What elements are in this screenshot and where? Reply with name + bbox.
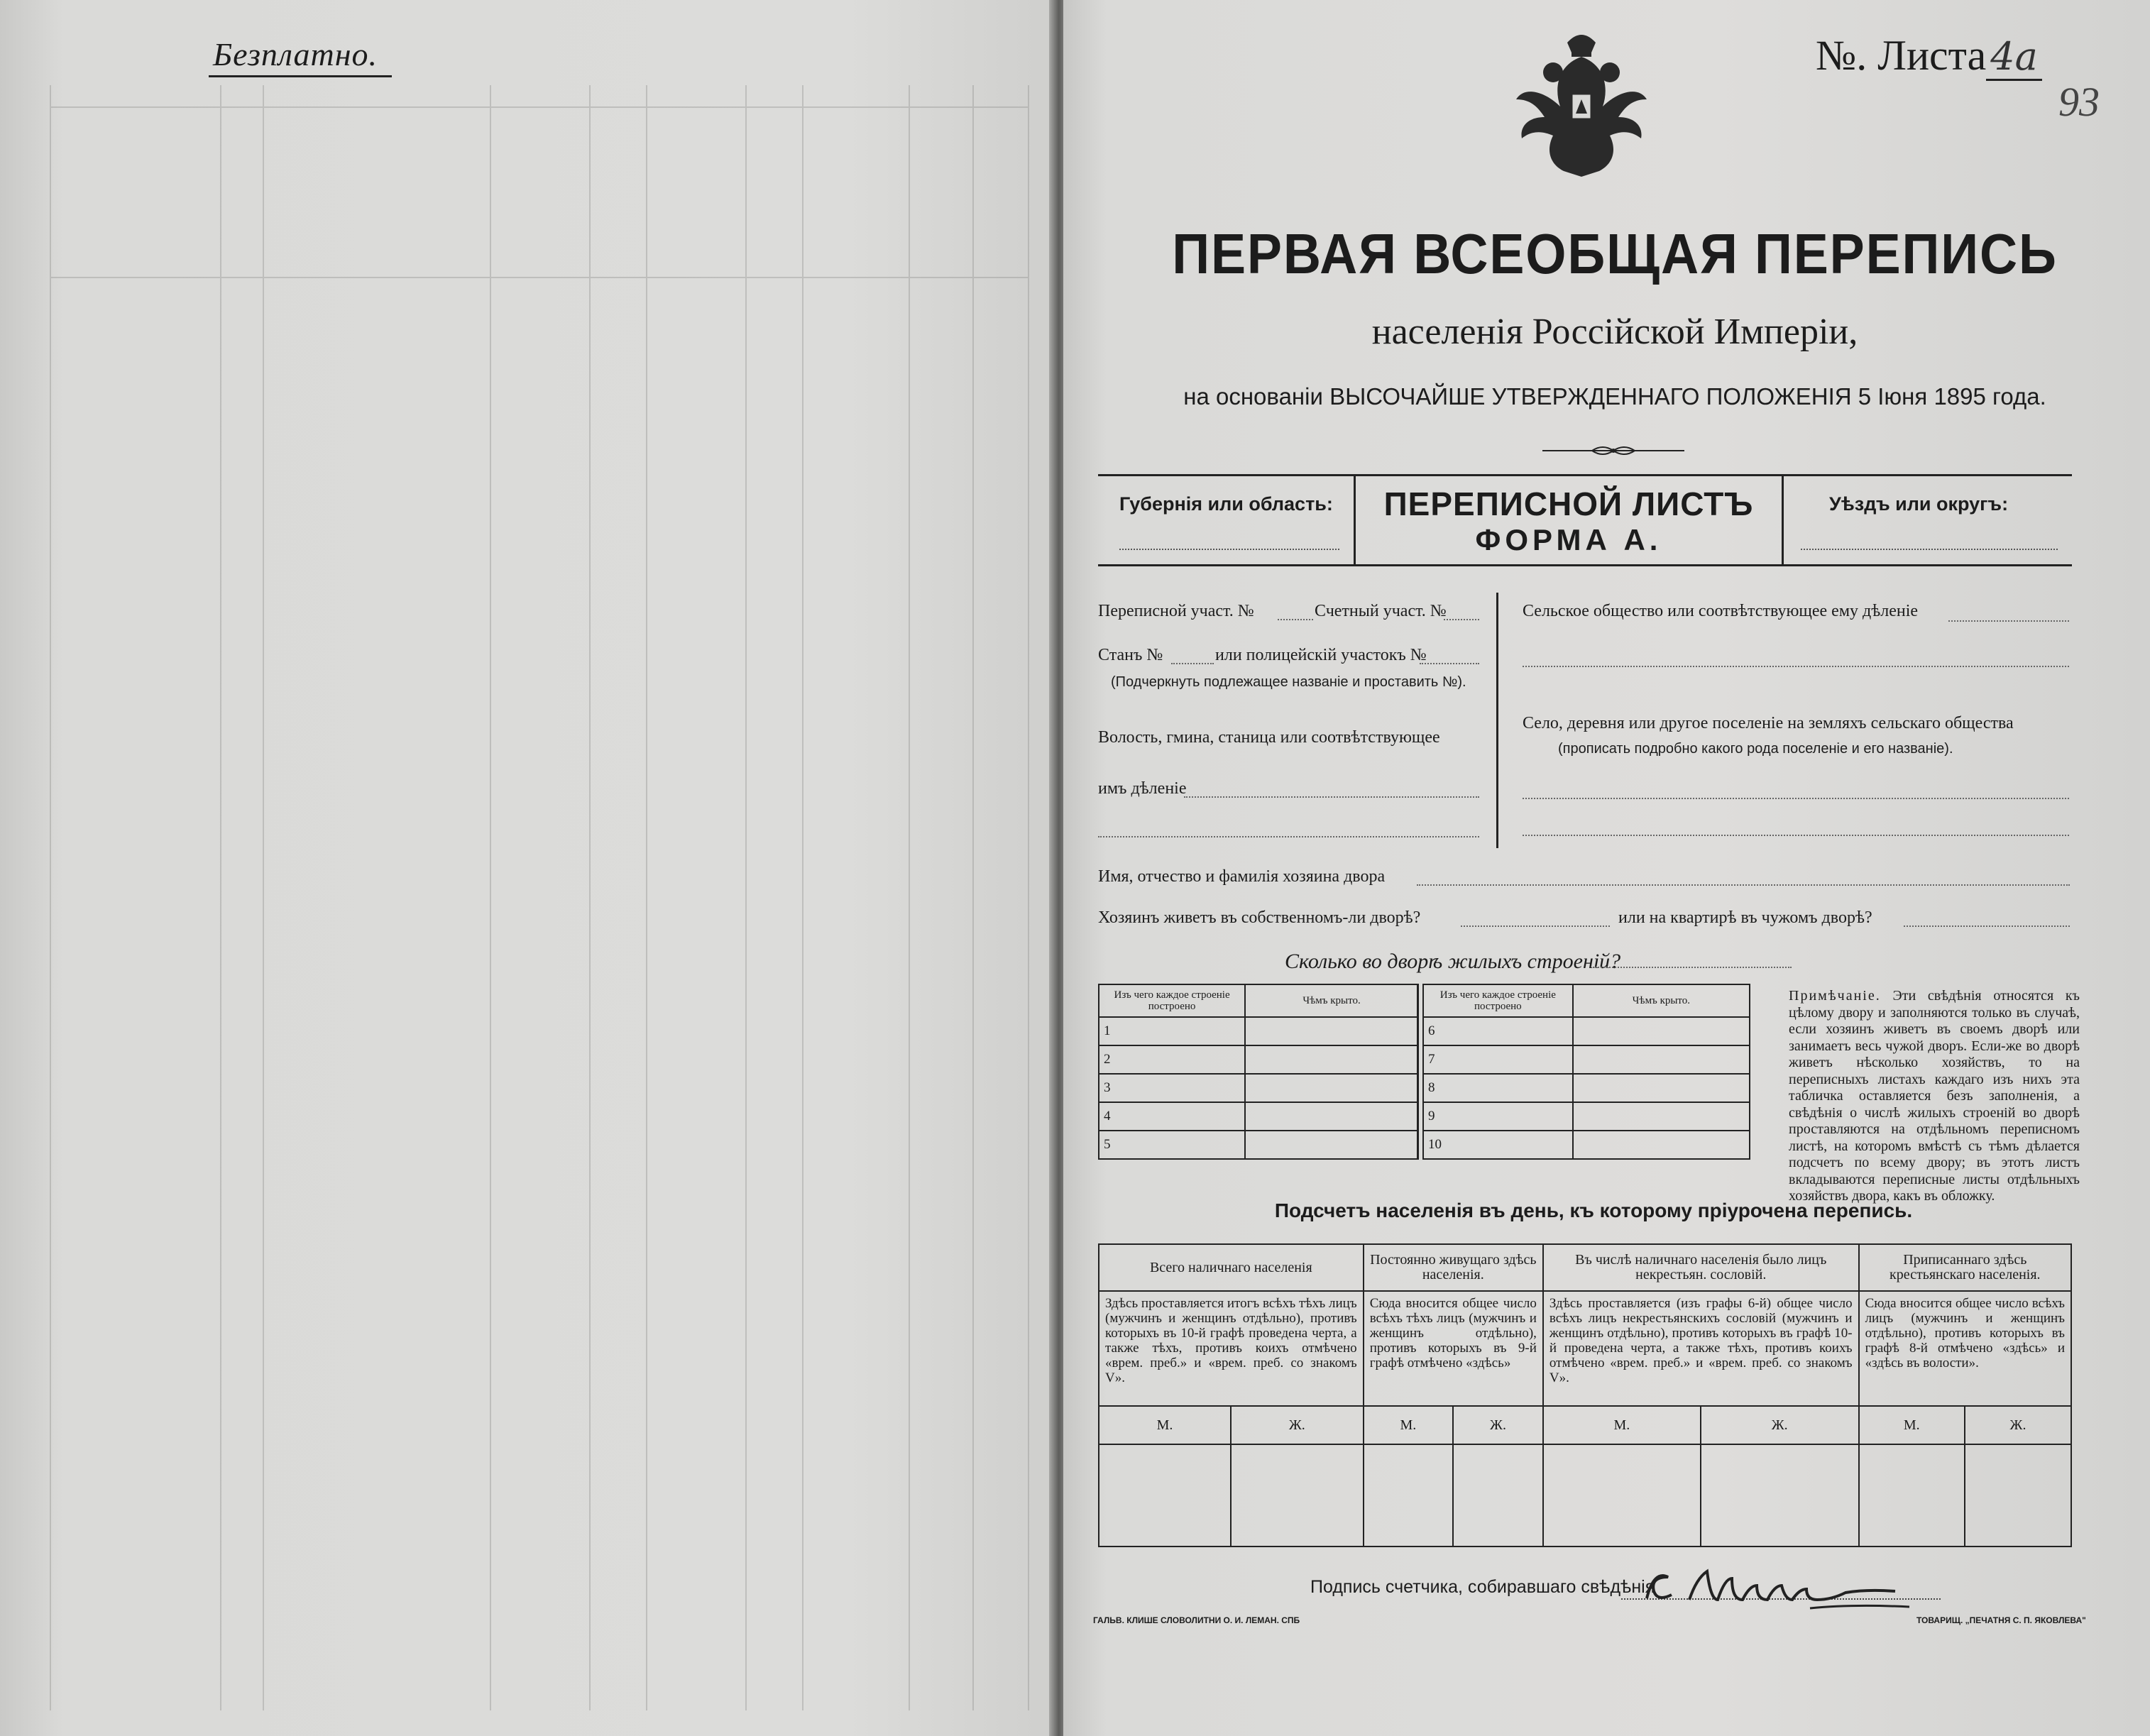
note-label: Примѣчаніе. bbox=[1789, 988, 1881, 1004]
stan-label: Станъ № bbox=[1098, 646, 1163, 664]
imprint-left: ГАЛЬВ. КЛИШЕ СЛОВОЛИТНИ О. И. ЛЕМАН. СПБ bbox=[1093, 1615, 1300, 1625]
population-count-title: Подсчетъ населенія въ день, къ которому пріурочена перепись. bbox=[1274, 1199, 1913, 1221]
precinct-label: Переписной участ. № bbox=[1098, 602, 1254, 620]
form-name: ФОРМА А. bbox=[1475, 523, 1662, 556]
col-head-non-peasant: Въ числѣ наличнаго населенія было лицъ некрестьян. сословій. bbox=[1543, 1244, 1859, 1291]
col-desc-permanent: Сюда вносится общее число всѣхъ тѣхъ лицъ (мужчинъ и женщинъ отдѣльно), противъ которыхъ въ 9-й графѣ отмѣчено «здѣсь» bbox=[1364, 1291, 1543, 1406]
roof-cell[interactable] bbox=[1245, 1074, 1418, 1102]
handwritten-signature bbox=[1633, 1556, 1931, 1620]
col-desc-total: Здѣсь проставляется итогъ всѣхъ тѣхъ лицъ (мужчинъ и женщинъ отдѣльно), противъ которыхъ въ 10-й графѣ проведена черта, а также тѣхъ, противъ коихъ отмѣчено «врем. преб.» и «врем. преб. со знакомъ V». bbox=[1099, 1291, 1364, 1406]
rented-fill[interactable] bbox=[1904, 925, 2070, 927]
form-subtitle: населенія Россійской Имперіи, bbox=[1371, 312, 1858, 352]
roof-cell[interactable] bbox=[1573, 1017, 1750, 1045]
table-row bbox=[1099, 1074, 1418, 1102]
buildings-note bbox=[1789, 988, 2080, 1205]
count-precinct-fill[interactable] bbox=[1444, 619, 1479, 620]
form-title-cell bbox=[1354, 476, 1784, 564]
table-row bbox=[1099, 1017, 1418, 1045]
roof-cell[interactable] bbox=[1573, 1045, 1750, 1074]
table-row bbox=[1423, 1131, 1750, 1159]
male-label: М. bbox=[1859, 1406, 1965, 1444]
count-cell[interactable] bbox=[1965, 1444, 2071, 1547]
row-number: 10 bbox=[1423, 1131, 1573, 1159]
row-number: 3 bbox=[1099, 1074, 1245, 1102]
police-fill[interactable] bbox=[1420, 663, 1479, 664]
roof-cell[interactable] bbox=[1245, 1131, 1418, 1159]
col-head-total: Всего наличнаго населенія bbox=[1099, 1244, 1364, 1291]
col-desc-non-peasant: Здѣсь проставляется (изъ графы 6-й) общее число всѣхъ лицъ некрестьянскихъ сословій (мужчинъ и женщинъ отдѣльно), противъ которыхъ въ графѣ 10-й проведена черта, а также тѣхъ, противъ коихъ отмѣчено «врем. преб.» и «врем. преб. со знакомъ V». bbox=[1543, 1291, 1859, 1406]
imprint-right: ТОВАРИЩ. „ПЕЧАТНЯ С. П. ЯКОВЛЕВА" bbox=[1916, 1615, 2086, 1625]
row-number: 1 bbox=[1099, 1017, 1245, 1045]
roof-header: Чѣмъ крыто. bbox=[1245, 984, 1418, 1017]
col-head-peasant: Приписаннаго здѣсь крестьянскаго населенія. bbox=[1859, 1244, 2071, 1291]
female-label: Ж. bbox=[1701, 1406, 1859, 1444]
own-yard-label: Хозяинъ живетъ въ собственномъ-ли дворѣ? bbox=[1098, 908, 1421, 927]
form-header-box bbox=[1098, 474, 2072, 566]
count-cell[interactable] bbox=[1543, 1444, 1701, 1547]
table-row bbox=[1099, 1131, 1418, 1159]
male-label: М. bbox=[1364, 1406, 1453, 1444]
owner-name-label: Имя, отчество и фамилія хозяина двора bbox=[1098, 867, 1386, 886]
rented-label: или на квартирѣ въ чужомъ дворѣ? bbox=[1618, 908, 1872, 927]
sheet-number-handwritten: 4а bbox=[1986, 34, 2042, 81]
female-label: Ж. bbox=[1453, 1406, 1543, 1444]
count-precinct-label: Счетный участ. № bbox=[1315, 602, 1447, 620]
table-row bbox=[1099, 1045, 1418, 1074]
female-label: Ж. bbox=[1965, 1406, 2071, 1444]
village-label: Село, деревня или другое поселеніе на земляхъ сельскаго общества bbox=[1523, 714, 2014, 732]
owner-name-fill[interactable] bbox=[1417, 884, 2070, 886]
free-stamp: Безплатно. bbox=[213, 36, 378, 72]
volost-label: Волость, гмина, станица или соотвѣтствующее bbox=[1098, 728, 1440, 747]
roof-cell[interactable] bbox=[1245, 1102, 1418, 1131]
row-number: 7 bbox=[1423, 1045, 1573, 1074]
table-row bbox=[1423, 1102, 1750, 1131]
count-cell[interactable] bbox=[1364, 1444, 1453, 1547]
table-row bbox=[1099, 1102, 1418, 1131]
province-fill-line[interactable] bbox=[1119, 549, 1339, 550]
roof-header: Чѣмъ крыто. bbox=[1573, 984, 1750, 1017]
roof-cell[interactable] bbox=[1573, 1102, 1750, 1131]
male-label: М. bbox=[1099, 1406, 1231, 1444]
village-note: (прописать подробно какого рода поселеніе и его названіе). bbox=[1558, 741, 1953, 757]
bleed-through-grid bbox=[50, 85, 1029, 1710]
count-cell[interactable] bbox=[1701, 1444, 1859, 1547]
row-number: 5 bbox=[1099, 1131, 1245, 1159]
double-headed-eagle-emblem bbox=[1510, 28, 1652, 185]
count-cell[interactable] bbox=[1099, 1444, 1231, 1547]
decree-line: на основаніи ВЫСОЧАЙШЕ УТВЕРЖДЕННАГО ПОЛОЖЕНІЯ 5 Іюня 1895 года. bbox=[1183, 383, 2046, 410]
sheet-number bbox=[1816, 31, 2042, 80]
village-fill[interactable] bbox=[1523, 798, 2069, 799]
buildings-fill[interactable] bbox=[1593, 967, 1792, 968]
count-cell[interactable] bbox=[1231, 1444, 1364, 1547]
row-number: 8 bbox=[1423, 1074, 1573, 1102]
precinct-fill[interactable] bbox=[1278, 619, 1313, 620]
volost-fill-2[interactable] bbox=[1098, 836, 1479, 837]
police-label: или полицейскій участокъ № bbox=[1215, 646, 1427, 664]
society-fill[interactable] bbox=[1948, 620, 2069, 622]
female-label: Ж. bbox=[1231, 1406, 1364, 1444]
row-number: 6 bbox=[1423, 1017, 1573, 1045]
district-label: Уѣздъ или округъ: bbox=[1829, 493, 2009, 515]
roof-cell[interactable] bbox=[1245, 1045, 1418, 1074]
archive-folio-number: 93 bbox=[2058, 79, 2100, 125]
table-row bbox=[1423, 1074, 1750, 1102]
col-head-permanent: Постоянно живущаго здѣсь населенія. bbox=[1364, 1244, 1543, 1291]
own-yard-fill[interactable] bbox=[1461, 925, 1610, 927]
signature-label: Подпись счетчика, собиравшаго свѣдѣнія bbox=[1310, 1577, 1655, 1597]
material-header: Изъ чего каждое строеніе построено bbox=[1099, 984, 1245, 1017]
volost-fill[interactable] bbox=[1184, 796, 1479, 798]
count-cell[interactable] bbox=[1859, 1444, 1965, 1547]
buildings-table-right bbox=[1422, 984, 1750, 1160]
underline-note: (Подчеркнуть подлежащее названіе и проставить №). bbox=[1111, 674, 1466, 690]
row-number: 9 bbox=[1423, 1102, 1573, 1131]
roof-cell[interactable] bbox=[1245, 1017, 1418, 1045]
district-cell bbox=[1779, 476, 2072, 564]
note-text: Эти свѣдѣнія относятся къ цѣлому двору и заполняются только въ случаѣ, если хозяинъ живетъ въ своемъ дворѣ или занимаетъ весь чужой дворъ. Если-же во дворѣ живетъ нѣсколько хозяйствъ, то на переписныхъ листахъ каждаго изъ нихъ эта табличка оставляется безъ заполненія, а свѣдѣнія о числѣ жилыхъ строеній во дворѣ проставляются на отдѣльномъ переписномъ листѣ, на которомъ вмѣстѣ съ тѣмъ дѣлается подсчетъ по всему двору; въ этотъ листъ вкладываются переписные листы отдѣльныхъ хозяйствъ двора, какъ въ обложку. bbox=[1789, 988, 2080, 1204]
roof-cell[interactable] bbox=[1573, 1131, 1750, 1159]
society-fill-2[interactable] bbox=[1523, 666, 2069, 667]
male-label: М. bbox=[1543, 1406, 1701, 1444]
form-main-title: ПЕРВАЯ ВСЕОБЩАЯ ПЕРЕПИСЬ bbox=[1172, 222, 2058, 285]
row-number: 2 bbox=[1099, 1045, 1245, 1074]
stan-fill[interactable] bbox=[1171, 663, 1214, 664]
village-fill-2[interactable] bbox=[1523, 835, 2069, 836]
province-label: Губернія или область: bbox=[1119, 493, 1333, 515]
census-sheet-title: ПЕРЕПИСНОЙ ЛИСТЪ bbox=[1383, 485, 1754, 522]
buildings-table-left bbox=[1098, 984, 1419, 1160]
district-fill-line[interactable] bbox=[1801, 549, 2058, 550]
col-desc-peasant: Сюда вносится общее число всѣхъ лицъ (мужчинъ и женщинъ отдѣльно), противъ которыхъ въ графѣ 8-й отмѣчено «здѣсь» и «здѣсь въ волости». bbox=[1859, 1291, 2071, 1406]
roof-cell[interactable] bbox=[1573, 1074, 1750, 1102]
table-row bbox=[1423, 1017, 1750, 1045]
volost-label-2: имъ дѣленіе bbox=[1098, 779, 1187, 798]
left-page bbox=[0, 0, 1056, 1736]
table-row bbox=[1423, 1045, 1750, 1074]
society-label: Сельское общество или соотвѣтствующее ему дѣленіе bbox=[1523, 602, 1919, 620]
buildings-question: Сколько во дворѣ жилыхъ строеній? bbox=[1285, 950, 1621, 973]
sheet-number-label: №. Листа bbox=[1816, 32, 1987, 79]
material-header: Изъ чего каждое строеніе построено bbox=[1423, 984, 1573, 1017]
count-cell[interactable] bbox=[1453, 1444, 1543, 1547]
ornament-divider bbox=[1542, 446, 1684, 456]
province-cell bbox=[1098, 476, 1354, 564]
row-number: 4 bbox=[1099, 1102, 1245, 1131]
population-table bbox=[1098, 1243, 2072, 1547]
field-divider bbox=[1496, 593, 1498, 848]
